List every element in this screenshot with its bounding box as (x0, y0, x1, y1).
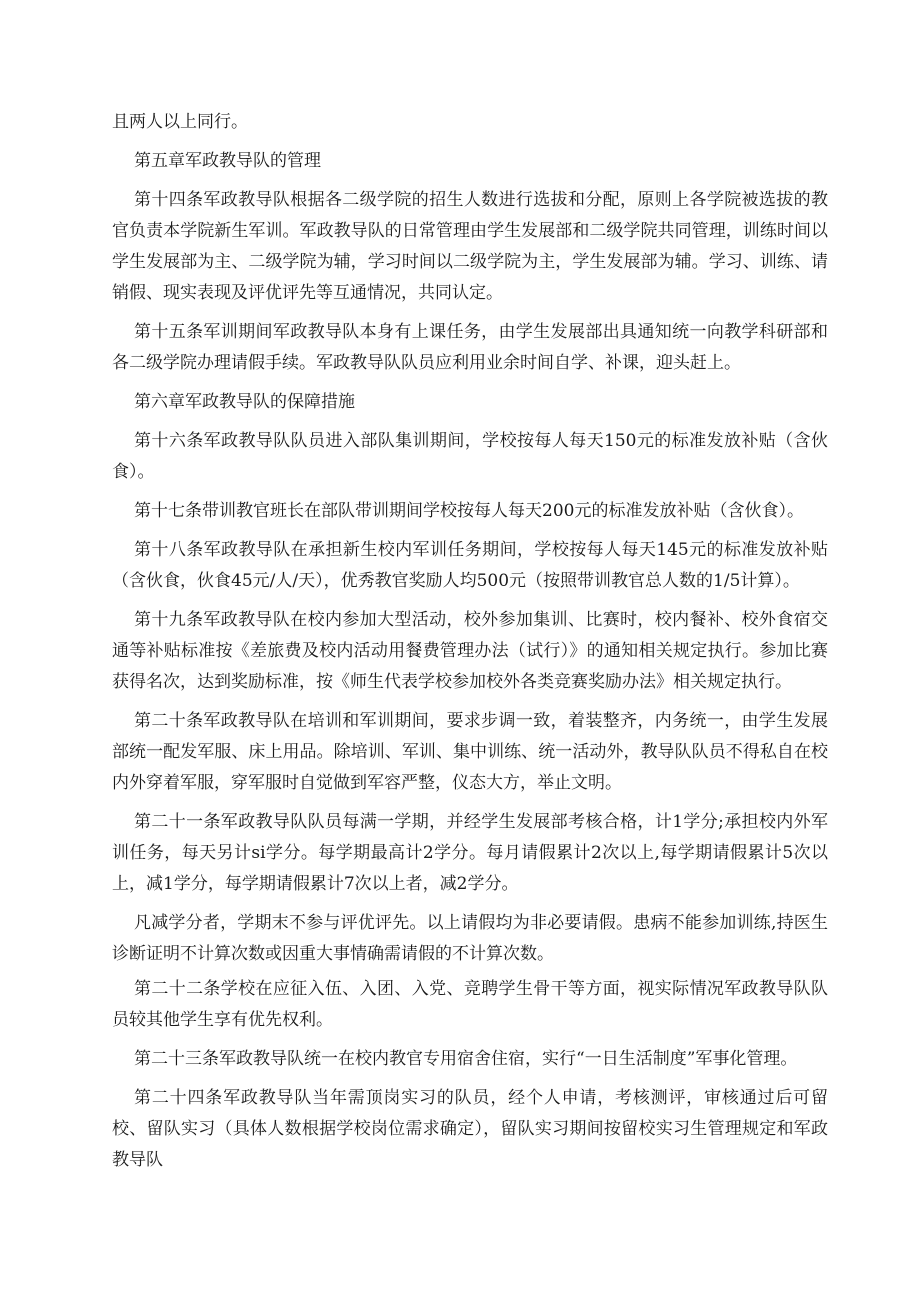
paragraph-continuation: 且两人以上同行。 (112, 112, 248, 132)
chapter-5-heading: 第五章军政教导队的管理 (134, 151, 321, 171)
article-14: 第十四条军政教导队根据各二级学院的招生人数进行选拔和分配，原则上各学院被选拔的教官负责本学院新生军训。军政教导队的日常管理由学生发展部和二级学院共同管理，训练时间以学生发展部为主、二级学院为辅，学习时间以二级学院为主，学生发展部为辅。学习、训练、请销假、现实表现及评优评先等互通情况，共同认定。 (112, 190, 828, 303)
article-18: 第十八条军政教导队在承担新生校内军训任务期间，学校按每人每天145元的标准发放补贴（含伙食，伙食45元/人/天），优秀教官奖励人均500元（按照带训教官总人数的1/5计算）。 (112, 540, 828, 591)
article-15: 第十五条军训期间军政教导队本身有上课任务，由学生发展部出具通知统一向教学科研部和各二级学院办理请假手续。军政教导队队员应利用业余时间自学、补课，迎头赶上。 (112, 322, 828, 373)
article-21: 第二十一条军政教导队队员每满一学期，并经学生发展部考核合格，计1学分;承担校内外军训任务，每天另计si学分。每学期最高计2学分。每月请假累计2次以上,每学期请假累计5次以上，减1学分，每学期请假累计7次以上者，减2学分。 (112, 812, 828, 894)
article-21-note: 凡减学分者，学期末不参与评优评先。以上请假均为非必要请假。患病不能参加训练,持医生诊断证明不计算次数或因重大事情确需请假的不计算次数。 (112, 913, 828, 964)
chapter-6-heading: 第六章军政教导队的保障措施 (134, 392, 355, 412)
article-17: 第十七条带训教官班长在部队带训期间学校按每人每天200元的标准发放补贴（含伙食）。 (134, 501, 804, 521)
article-24: 第二十四条军政教导队当年需顶岗实习的队员，经个人申请，考核测评，审核通过后可留校、留队实习（具体人数根据学校岗位需求确定），留队实习期间按留校实习生管理规定和军政教导队 (112, 1088, 828, 1170)
article-22: 第二十二条学校在应征入伍、入团、入党、竞聘学生骨干等方面，视实际情况军政教导队队员较其他学生享有优先权利。 (112, 979, 828, 1030)
article-20: 第二十条军政教导队在培训和军训期间，要求步调一致，着装整齐，内务统一，由学生发展部统一配发军服、床上用品。除培训、军训、集中训练、统一活动外，教导队队员不得私自在校内外穿着军服，穿军服时自觉做到军容严整，仪态大方，举止文明。 (112, 711, 828, 793)
article-23: 第二十三条军政教导队统一在校内教官专用宿舍住宿，实行“一日生活制度”军事化管理。 (134, 1049, 798, 1069)
article-19: 第十九条军政教导队在校内参加大型活动，校外参加集训、比赛时，校内餐补、校外食宿交通等补贴标准按《差旅费及校内活动用餐费管理办法（试行）》的通知相关规定执行。参加比赛获得名次，达到奖励标准，按《师生代表学校参加校外各类竞赛奖励办法》相关规定执行。 (112, 610, 828, 692)
article-16: 第十六条军政教导队队员进入部队集训期间，学校按每人每天150元的标准发放补贴（含伙食）。 (112, 431, 828, 482)
document-body (112, 107, 828, 1184)
